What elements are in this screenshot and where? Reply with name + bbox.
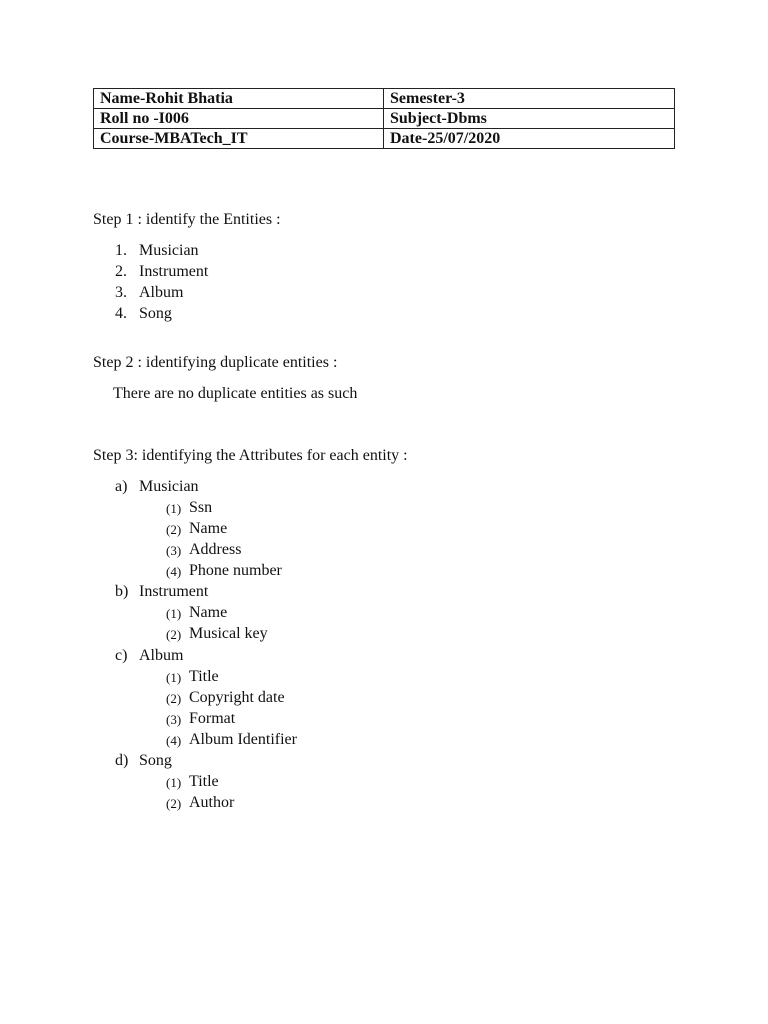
entity-name: Song: [139, 752, 172, 769]
table-cell-course: Course-MBATech_IT: [94, 129, 384, 149]
attribute-number: (1): [166, 501, 182, 516]
attribute-name: Copyright date: [189, 689, 285, 706]
table-cell-semester: Semester-3: [384, 89, 675, 109]
attribute-number: (4): [166, 733, 182, 748]
list-item-number: 2.: [115, 263, 127, 280]
attribute-name: Ssn: [189, 499, 213, 516]
attribute-number: (2): [166, 796, 182, 811]
entity-name: Instrument: [139, 583, 209, 600]
attribute-name: Phone number: [189, 562, 282, 579]
entity-name: Album: [139, 647, 184, 664]
table-cell-roll-no: Roll no -I006: [94, 109, 384, 129]
attribute-name: Author: [189, 794, 235, 811]
attribute-number: (1): [166, 775, 182, 790]
table-cell-subject: Subject-Dbms: [384, 109, 675, 129]
table-cell-name: Name-Rohit Bhatia: [94, 89, 384, 109]
attribute-number: (4): [166, 564, 182, 579]
step3-heading: Step 3: identifying the Attributes for each entity :: [93, 447, 408, 464]
step2-heading: Step 2 : identifying duplicate entities :: [93, 354, 338, 371]
student-info-table: [93, 88, 675, 149]
attribute-name: Album Identifier: [189, 731, 297, 748]
list-item-entity: Album: [139, 284, 184, 301]
entity-letter: d): [115, 752, 129, 769]
attribute-number: (2): [166, 627, 182, 642]
attribute-number: (3): [166, 543, 182, 558]
list-item-entity: Song: [139, 305, 172, 322]
attribute-name: Title: [189, 773, 219, 790]
entity-letter: b): [115, 583, 129, 600]
list-item-number: 3.: [115, 284, 127, 301]
entity-name: Musician: [139, 478, 199, 495]
attribute-number: (2): [166, 691, 182, 706]
attribute-number: (3): [166, 712, 182, 727]
table-row: [94, 129, 675, 149]
attribute-name: Format: [189, 710, 236, 727]
attribute-name: Musical key: [189, 625, 268, 642]
attribute-name: Name: [189, 604, 228, 621]
table-cell-date: Date-25/07/2020: [384, 129, 675, 149]
attribute-number: (1): [166, 606, 182, 621]
attribute-number: (1): [166, 670, 182, 685]
entity-letter: a): [115, 478, 128, 495]
step2-text: There are no duplicate entities as such: [113, 385, 358, 402]
step1-heading: Step 1 : identify the Entities :: [93, 211, 281, 228]
entity-letter: c): [115, 647, 128, 664]
list-item-entity: Musician: [139, 242, 199, 259]
list-item-number: 4.: [115, 305, 127, 322]
attribute-name: Name: [189, 520, 228, 537]
attribute-name: Title: [189, 668, 219, 685]
table-row: [94, 89, 675, 109]
attribute-name: Address: [189, 541, 242, 558]
attribute-number: (2): [166, 522, 182, 537]
list-item-number: 1.: [115, 242, 127, 259]
list-item-entity: Instrument: [139, 263, 209, 280]
table-row: [94, 109, 675, 129]
